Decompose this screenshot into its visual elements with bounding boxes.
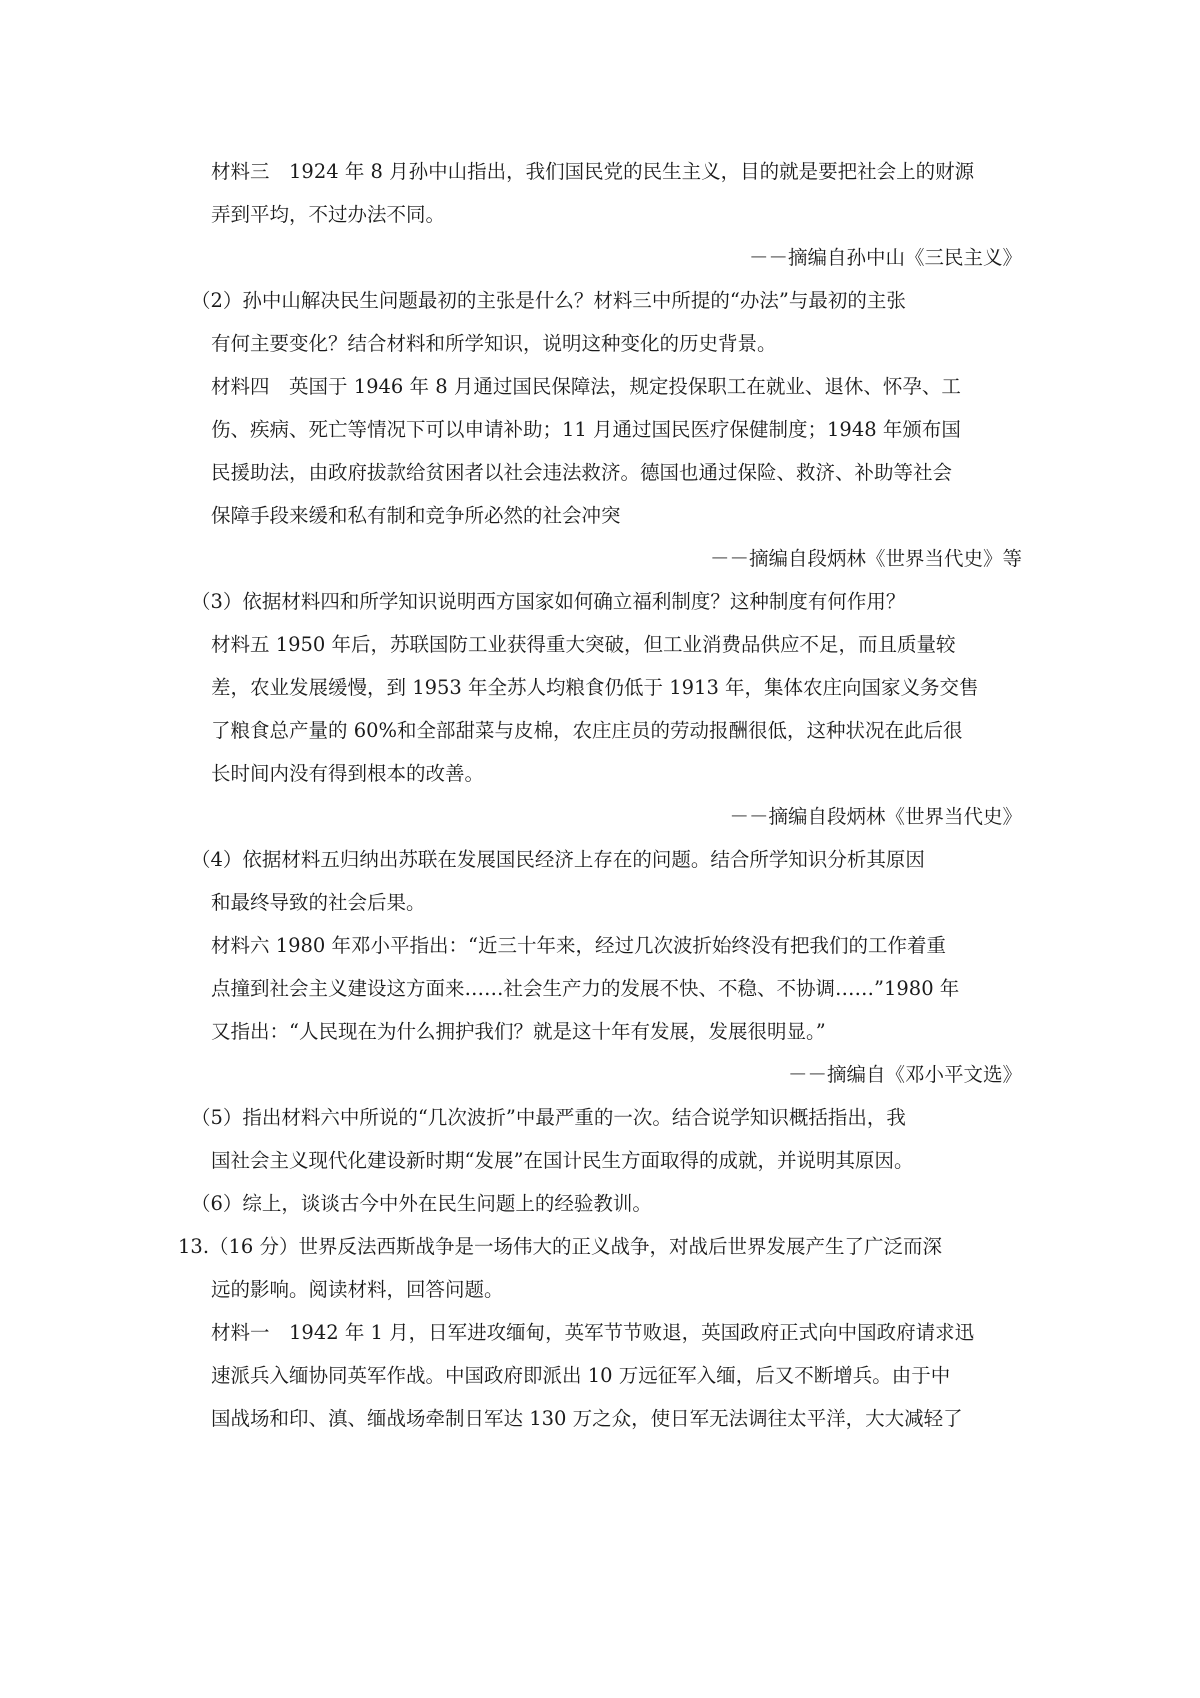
material-3-line-1: 材料三 1924 年 8 月孙中山指出，我们国民党的民生主义，目的就是要把社会上的财源 [211,160,975,183]
question-4-line-1: （4）依据材料五归纳出苏联在发展国民经济上存在的问题。结合所学知识分析其原因 [191,848,925,871]
material-6-source: －－摘编自《邓小平文选》 [787,1063,1022,1086]
material-4-line-4: 保障手段来缓和私有制和竞争所必然的社会冲突 [211,504,621,527]
q13-material-1-line-2: 速派兵入缅协同英军作战。中国政府即派出 10 万远征军入缅，后又不断增兵。由于中 [211,1364,951,1387]
material-4-line-3: 民援助法，由政府拔款给贫困者以社会违法救济。德国也通过保险、救济、补助等社会 [211,461,953,484]
material-5-line-2: 差，农业发展缓慢，到 1953 年全苏人均粮食仍低于 1913 年，集体农庄向国家义务交售 [211,676,979,699]
q13-material-1-line-1: 材料一 1942 年 1 月，日军进攻缅甸，英军节节败退，英国政府正式向中国政府请求迅 [211,1321,975,1344]
material-5-line-1: 材料五 1950 年后，苏联国防工业获得重大突破，但工业消费品供应不足，而且质量较 [211,633,956,656]
question-2-line-2: 有何主要变化？结合材料和所学知识，说明这种变化的历史背景。 [211,332,777,355]
material-3-source: －－摘编自孙中山《三民主义》 [748,246,1022,269]
material-6-line-3: 又指出：“人民现在为什么拥护我们？就是这十年有发展，发展很明显。” [211,1020,826,1043]
material-5-line-4: 长时间内没有得到根本的改善。 [211,762,485,785]
question-13-line-2: 远的影响。阅读材料，回答问题。 [211,1278,504,1301]
material-4-source: －－摘编自段炳林《世界当代史》等 [709,547,1022,570]
question-13-line-1: 13.（16 分）世界反法西斯战争是一场伟大的正义战争，对战后世界发展产生了广泛而深 [178,1235,943,1258]
question-4-line-2: 和最终导致的社会后果。 [211,891,426,914]
question-5-line-2: 国社会主义现代化建设新时期“发展”在国计民生方面取得的成就，并说明其原因。 [211,1149,914,1172]
material-4-line-1: 材料四 英国于 1946 年 8 月通过国民保障法，规定投保职工在就业、退休、怀孕、工 [211,375,961,398]
q13-material-1-line-3: 国战场和印、滇、缅战场牵制日军达 130 万之众，使日军无法调往太平洋，大大减轻了 [211,1407,963,1430]
material-6-line-1: 材料六 1980 年邓小平指出：“近三十年来，经过几次波折始终没有把我们的工作着重 [211,934,946,957]
material-3-line-2: 弄到平均，不过办法不同。 [211,203,446,226]
material-5-line-3: 了粮食总产量的 60%和全部甜菜与皮棉，农庄庄员的劳动报酬很低，这种状况在此后很 [211,719,963,742]
question-3-line-1: （3）依据材料四和所学知识说明西方国家如何确立福利制度？这种制度有何作用？ [191,590,906,613]
question-5-line-1: （5）指出材料六中所说的“几次波折”中最严重的一次。结合说学知识概括指出，我 [191,1106,906,1129]
material-6-line-2: 点撞到社会主义建设这方面来……社会生产力的发展不快、不稳、不协调……”1980 年 [211,977,960,1000]
material-5-source: －－摘编自段炳林《世界当代史》 [729,805,1022,828]
question-6-line-1: （6）综上，谈谈古今中外在民生问题上的经验教训。 [191,1192,652,1215]
material-4-line-2: 伤、疾病、死亡等情况下可以申请补助；11 月通过国民医疗保健制度；1948 年颁布国 [211,418,961,441]
question-2-line-1: （2）孙中山解决民生问题最初的主张是什么？材料三中所提的“办法”与最初的主张 [191,289,906,312]
